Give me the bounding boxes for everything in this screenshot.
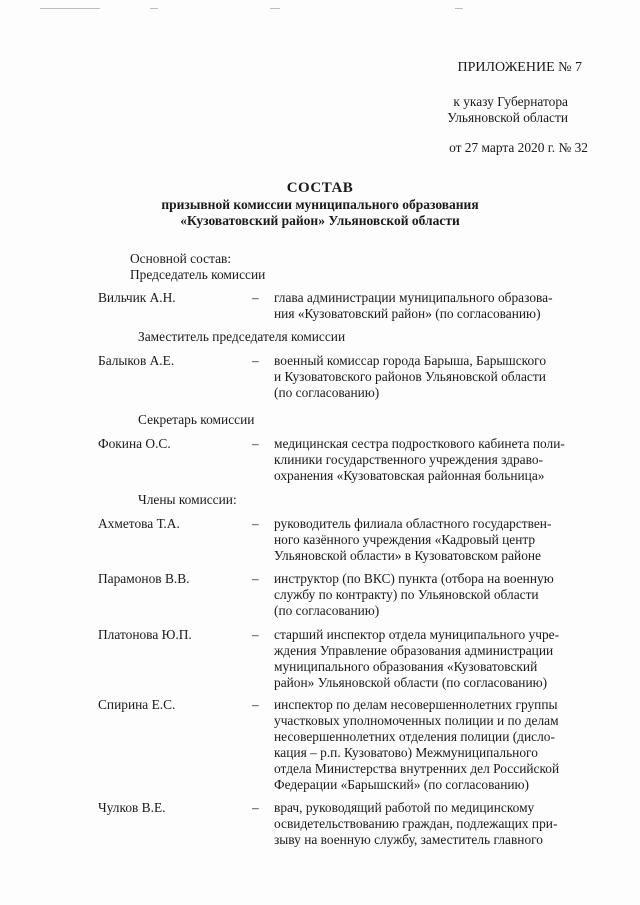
document-subtitle-1: призывной комиссии муниципального образования (161, 197, 479, 212)
scan-artifact (455, 8, 463, 9)
member-position: инструктор (по ВКС) пункта (отбора на военную службу по контракту) по Ульяновской области (по согласованию) (274, 571, 554, 618)
member-name: Вильчик А.Н. (98, 290, 176, 305)
section-chairman: Председатель комиссии (130, 267, 266, 282)
section-secretary: Секретарь комиссии (138, 412, 255, 427)
member-name: Фокина О.С. (98, 436, 171, 451)
section-deputy: Заместитель председателя комиссии (138, 329, 346, 344)
document-title: СОСТАВ (286, 180, 354, 196)
dash-separator: – (252, 697, 259, 712)
dash-separator: – (252, 290, 259, 305)
dash-separator: – (252, 800, 259, 815)
member-name: Спирина Е.С. (98, 697, 176, 712)
decree-line-2: Ульяновской области (447, 110, 568, 125)
dash-separator: – (252, 571, 259, 586)
scan-artifact (40, 8, 100, 9)
member-position: старший инспектор отдела муниципального учре- ждения Управление образования администрации муниципального образования «Кузоватовский район» Ульяновской области (по согласованию) (274, 627, 560, 690)
decree-date: от 27 марта 2020 г. № 32 (449, 140, 588, 155)
appendix-label: ПРИЛОЖЕНИЕ № 7 (457, 60, 582, 75)
section-main-composition: Основной состав: (130, 251, 232, 266)
member-position: руководитель филиала областного государствен- ного казённого учреждения «Кадровый центр Ульяновской области» в Кузоватовском районе (274, 516, 552, 563)
dash-separator: – (252, 353, 259, 368)
member-name: Ахметова Т.А. (98, 516, 180, 531)
member-position: военный комиссар города Барыша, Барышского и Кузоватовского районов Ульяновской области (по согласованию) (274, 353, 547, 400)
dash-separator: – (252, 516, 259, 531)
member-position: медицинская сестра подросткового кабинета поли- клиники государственного учреждения здраво- охранения «Кузоватовская районная больница» (274, 436, 565, 483)
dash-separator: – (252, 627, 259, 642)
member-position: врач, руководящий работой по медицинскому освидетельствованию граждан, подлежащих при- зыву на военную службу, заместитель главного (274, 800, 558, 847)
document-subtitle-2: «Кузоватовский район» Ульяновской области (180, 213, 460, 228)
scan-artifact (150, 8, 158, 9)
scan-artifact (270, 8, 280, 9)
dash-separator: – (252, 436, 259, 451)
member-position: глава администрации муниципального образова- ния «Кузоватовский район» (по согласованию) (274, 290, 553, 321)
member-position: инспектор по делам несовершеннолетних группы участковых уполномоченных полиции и по делам несовершеннолетних отделения полиции (дисло- кация – р.п. Кузоватово) Межмуниципального отдела Министерства внутренних дел Российской Федерации «Барышский» (по согласованию) (274, 697, 560, 792)
decree-line-1: к указу Губернатора (453, 94, 568, 109)
member-name: Парамонов В.В. (98, 571, 190, 586)
section-members: Члены комиссии: (138, 492, 237, 507)
member-name: Балыков А.Е. (98, 353, 175, 368)
member-name: Платонова Ю.П. (98, 627, 192, 642)
member-name: Чулков В.Е. (98, 800, 166, 815)
